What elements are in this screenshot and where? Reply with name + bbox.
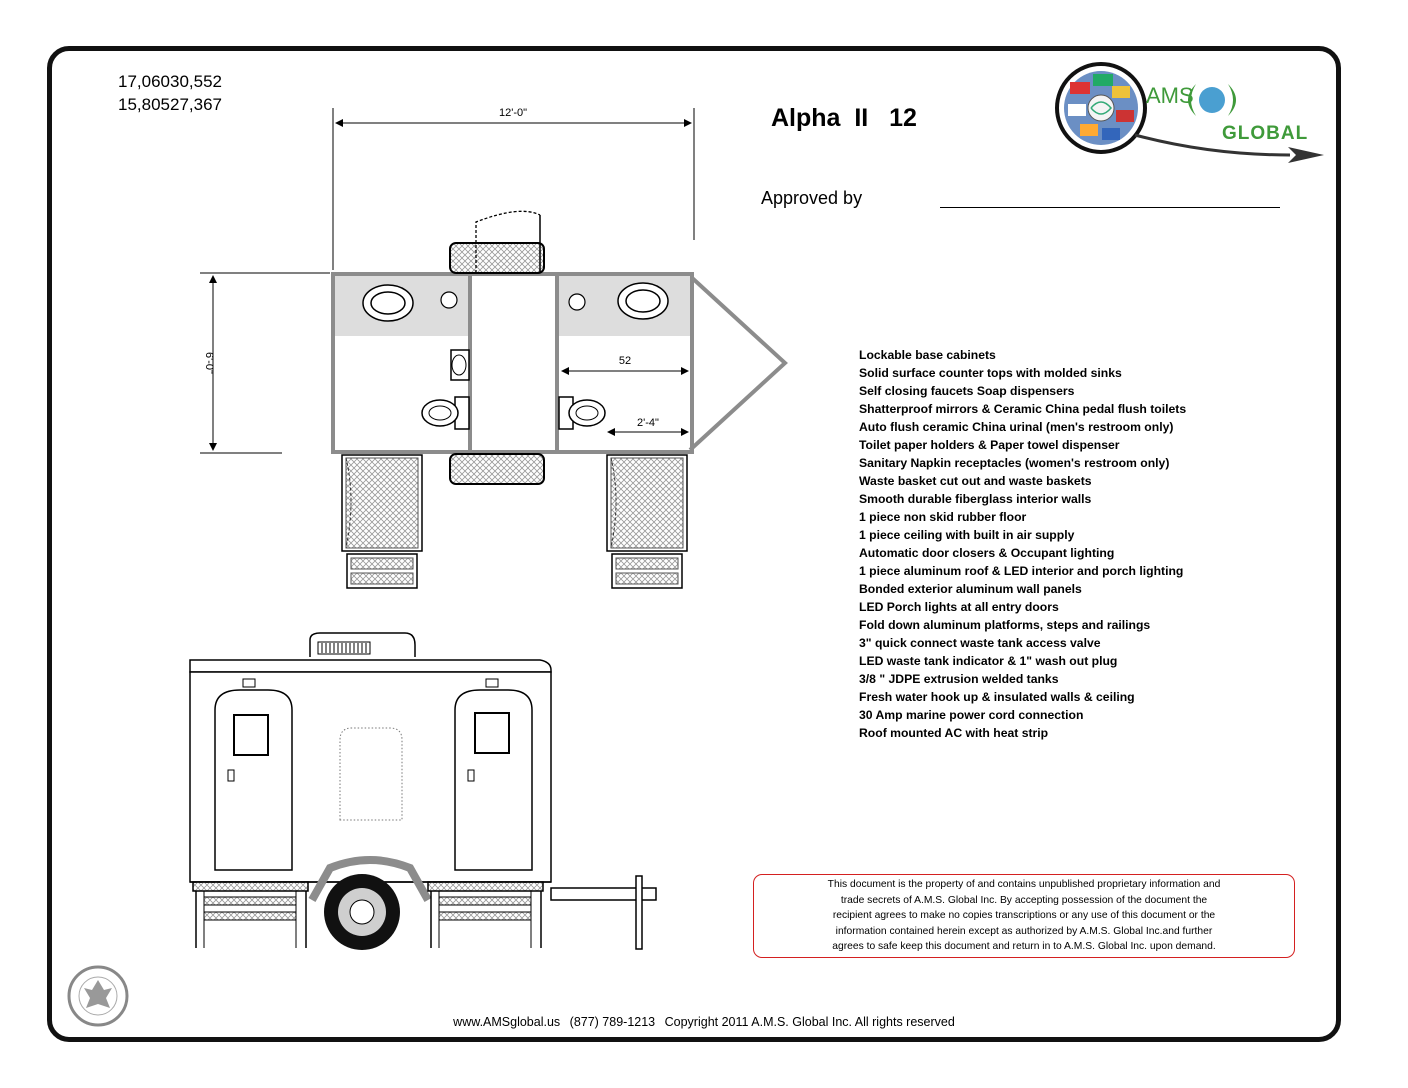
- toilet-left-icon: [422, 397, 469, 429]
- feature-item: 1 piece aluminum roof & LED interior and porch lighting: [859, 564, 1184, 578]
- feature-item: Sanitary Napkin receptacles (women's restroom only): [859, 456, 1170, 470]
- feature-item: Smooth durable fiberglass interior walls: [859, 492, 1092, 506]
- tongue-jack: [636, 876, 642, 949]
- feature-item: Roof mounted AC with heat strip: [859, 726, 1049, 740]
- top-platform: [450, 243, 544, 273]
- toilet-right-icon: [559, 397, 605, 429]
- logo-text-ams: AMS: [1146, 83, 1194, 108]
- feature-item: Solid surface counter tops with molded sinks: [859, 366, 1122, 380]
- footer-copyright: Copyright 2011 A.M.S. Global Inc. All rights reserved: [664, 1015, 955, 1029]
- notice-line: This document is the property of and contains unpublished proprietary information and: [827, 879, 1221, 890]
- feature-item: Toilet paper holders & Paper towel dispenser: [859, 438, 1120, 452]
- feature-item: Automatic door closers & Occupant lighting: [859, 546, 1115, 560]
- bottom-platform: [450, 454, 544, 484]
- footer: [0, 1015, 1408, 1029]
- logo-text-global: GLOBAL: [1222, 123, 1309, 144]
- logo-arrow-icon: [1288, 147, 1324, 163]
- feature-item: LED waste tank indicator & 1" wash out plug: [859, 654, 1118, 668]
- dimension-door: 2'-4": [637, 417, 659, 429]
- feature-item: Lockable base cabinets: [859, 348, 996, 362]
- feature-item: Auto flush ceramic China urinal (men's restroom only): [859, 420, 1174, 434]
- feature-item: Self closing faucets Soap dispensers: [859, 384, 1075, 398]
- feature-list: [859, 346, 1186, 742]
- feature-item: Bonded exterior aluminum wall panels: [859, 582, 1082, 596]
- coordinate-1: 17,06030,552: [118, 72, 222, 91]
- feature-item: Fold down aluminum platforms, steps and railings: [859, 618, 1151, 632]
- notice-line: recipient agrees to make no copies transcriptions or any use of this document or the: [832, 910, 1216, 921]
- feature-item: 1 piece non skid rubber floor: [859, 510, 1027, 524]
- side-elevation: [190, 633, 656, 950]
- coordinate-2: 15,80527,367: [118, 95, 222, 114]
- dimension-length: 12'-0": [498, 107, 528, 119]
- title-series: II: [854, 104, 869, 132]
- hitch-outline: [690, 276, 785, 450]
- feature-item: 1 piece ceiling with built in air supply: [859, 528, 1075, 542]
- notice-line: trade secrets of A.M.S. Global Inc. By accepting possession of the document the: [840, 894, 1208, 906]
- approved-by-label: Approved by: [761, 188, 863, 208]
- feature-item: Fresh water hook up & insulated walls & ceiling: [859, 690, 1135, 704]
- title-size: 12: [889, 104, 917, 132]
- proprietary-notice: [753, 874, 1295, 958]
- earth-icon: [1199, 87, 1225, 113]
- floor-plan: [200, 107, 785, 588]
- dimension-width: 6'-0": [203, 352, 215, 374]
- feature-item: Shatterproof mirrors & Ceramic China pedal flush toilets: [859, 402, 1187, 416]
- notice-line: information contained herein except as authorized by A.M.S. Global Inc.and further: [835, 925, 1213, 937]
- feature-item: LED Porch lights at all entry doors: [859, 600, 1059, 614]
- feature-item: 3" quick connect waste tank access valve: [859, 636, 1101, 650]
- title-model: Alpha: [771, 104, 841, 132]
- feature-item: 3/8 " JDPE extrusion welded tanks: [859, 672, 1059, 686]
- notice-line: agrees to safe keep this document and return in to A.M.S. Global Inc. upon demand.: [832, 941, 1216, 952]
- left-side-steps: [193, 882, 308, 891]
- footer-website[interactable]: www.AMSglobal.us: [453, 1015, 561, 1029]
- feature-item: 30 Amp marine power cord connection: [859, 708, 1084, 722]
- right-side-steps: [428, 882, 543, 891]
- ams-global-logo: [1057, 64, 1324, 163]
- feature-item: Waste basket cut out and waste baskets: [859, 474, 1092, 488]
- footer-phone: (877) 789-1213: [569, 1015, 656, 1029]
- dimension-interior: 52: [618, 355, 632, 367]
